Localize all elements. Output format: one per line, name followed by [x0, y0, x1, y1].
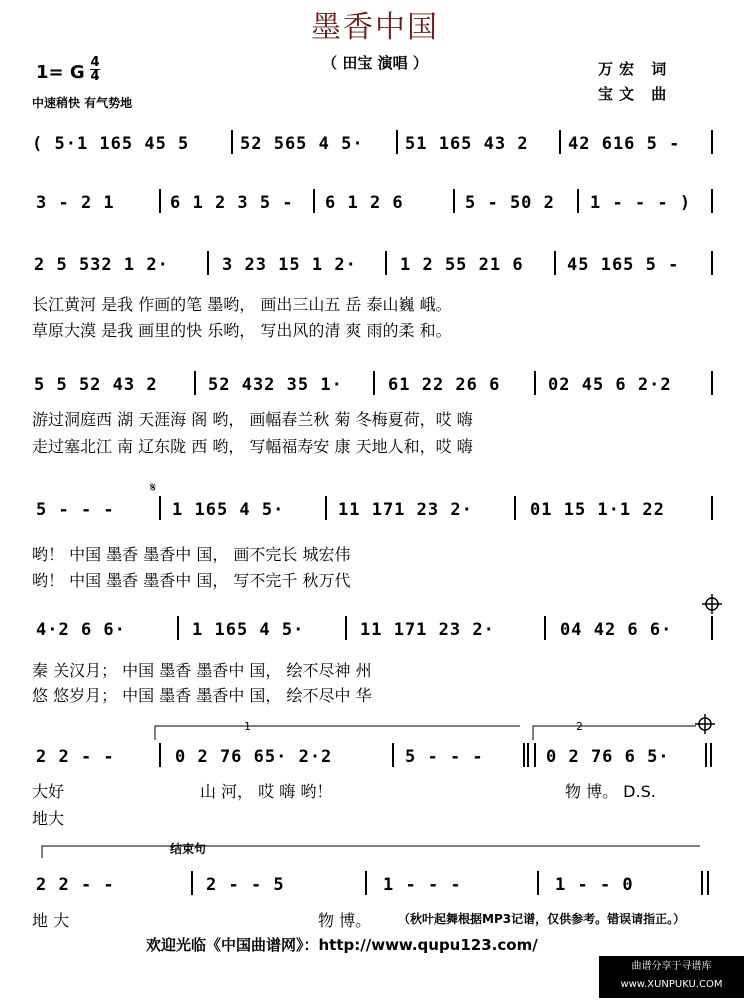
lyric-line-2: 悠 悠岁月； 中国 墨香 墨香中 国， 绘不尽中 华: [32, 686, 372, 705]
measure: 6 1 2 6: [325, 193, 404, 213]
source-note: （秋叶起舞根据MP3记谱，仅供参考。错误请指正。）: [398, 912, 686, 926]
measure: 5 - 50 2: [465, 193, 555, 213]
measure: 04 42 6 6·: [560, 620, 673, 640]
measure: 1 165 4 5·: [192, 620, 305, 640]
measure: 4·2 6 6·: [36, 620, 126, 640]
measure: 5 - - -: [405, 747, 484, 767]
measure: 45 165 5 -: [567, 255, 680, 275]
measure: 5 5 52 43 2: [34, 375, 158, 395]
measure: 1 2 55 21 6: [400, 255, 524, 275]
measure: 1 - - 0: [555, 875, 634, 895]
measure: 51 165 43 2: [405, 134, 529, 154]
svg-text:𝄋: 𝄋: [150, 480, 157, 496]
website-welcome: 欢迎光临《中国曲谱网》：http://www.qupu123.com/: [146, 936, 538, 954]
page-title: 墨香中国: [311, 10, 439, 45]
lyric-line-1: 长江黄河 是我 作画的笔 墨哟， 画出三山五 岳 泰山巍 峨。: [32, 295, 452, 314]
volta-2-label: 2: [576, 720, 583, 733]
lyric-mid-2: 物 博。 D.S.: [565, 782, 656, 801]
tempo-marking: 中速稍快 有气势地: [32, 96, 133, 110]
measure: 1 - - -: [383, 875, 462, 895]
lyric-line-1: 哟！ 中国 墨香 墨香中 国， 画不完长 城宏伟: [32, 545, 351, 564]
measure: 01 15 1·1 22: [530, 500, 665, 520]
measure: 2 - - 5: [206, 875, 285, 895]
measure: 61 22 26 6: [388, 375, 501, 395]
ending-label: 结束句: [170, 842, 207, 856]
composer: 宝文 曲: [598, 85, 673, 103]
measure: 1 - - - ): [590, 193, 692, 213]
measure: 3 - 2 1: [36, 193, 115, 213]
key-signature: 1= G: [36, 62, 85, 83]
lyric-line-2: 哟！ 中国 墨香 墨香中 国， 写不完千 秋万代: [32, 571, 351, 590]
time-signature: 4 4: [90, 55, 100, 84]
singer: （ 田宝 演唱 ）: [322, 54, 428, 72]
measure: 52 565 4 5·: [240, 134, 364, 154]
measure: 02 45 6 2·2: [548, 375, 672, 395]
lyric-line-2: 走过塞北江 南 辽东陇 西 哟， 写幅福寿安 康 天地人和，哎 嗨: [32, 437, 473, 456]
measure: 11 171 23 2·: [338, 500, 473, 520]
measure: 0 2 76 6 5·: [546, 747, 670, 767]
measure: 2 2 - -: [36, 875, 115, 895]
measure: 2 5 532 1 2·: [34, 255, 169, 275]
lyric-mid-1: 山 河， 哎 嗨 哟！: [200, 782, 333, 801]
lyric-line-1: 秦 关汉月； 中国 墨香 墨香中 国， 绘不尽神 州: [32, 661, 372, 680]
measure: 11 171 23 2·: [360, 620, 495, 640]
measure: ( 5·1 165 45 5: [32, 134, 190, 154]
lyricist: 万宏 词: [598, 60, 673, 78]
lyric-line-1: 地 大: [32, 911, 70, 930]
lyric-line-1: 大好: [32, 782, 65, 801]
measure: 3 23 15 1 2·: [222, 255, 357, 275]
measure: 6 1 2 3 5 -: [170, 193, 294, 213]
lyric-line-2: 物 博。: [318, 911, 372, 930]
measure: 0 2 76 65· 2·2: [175, 747, 333, 767]
lyric-line-2: 地大: [32, 809, 65, 828]
measure: 1 165 4 5·: [172, 500, 285, 520]
lyric-line-2: 草原大漠 是我 画里的快 乐哟， 写出风的清 爽 雨的柔 和。: [32, 321, 452, 340]
measure: 2 2 - -: [36, 747, 115, 767]
volta-1-label: 1: [244, 720, 251, 733]
watermark-badge: 曲谱分享于寻谱库 www.XUNPUKU.COM: [599, 956, 744, 998]
measure: 52 432 35 1·: [208, 375, 343, 395]
lyric-line-1: 游过洞庭西 湖 天涯海 阁 哟， 画幅春兰秋 菊 冬梅夏荷，哎 嗨: [32, 410, 473, 429]
measure: 42 616 5 -: [568, 134, 681, 154]
measure: 5 - - -: [36, 500, 115, 520]
